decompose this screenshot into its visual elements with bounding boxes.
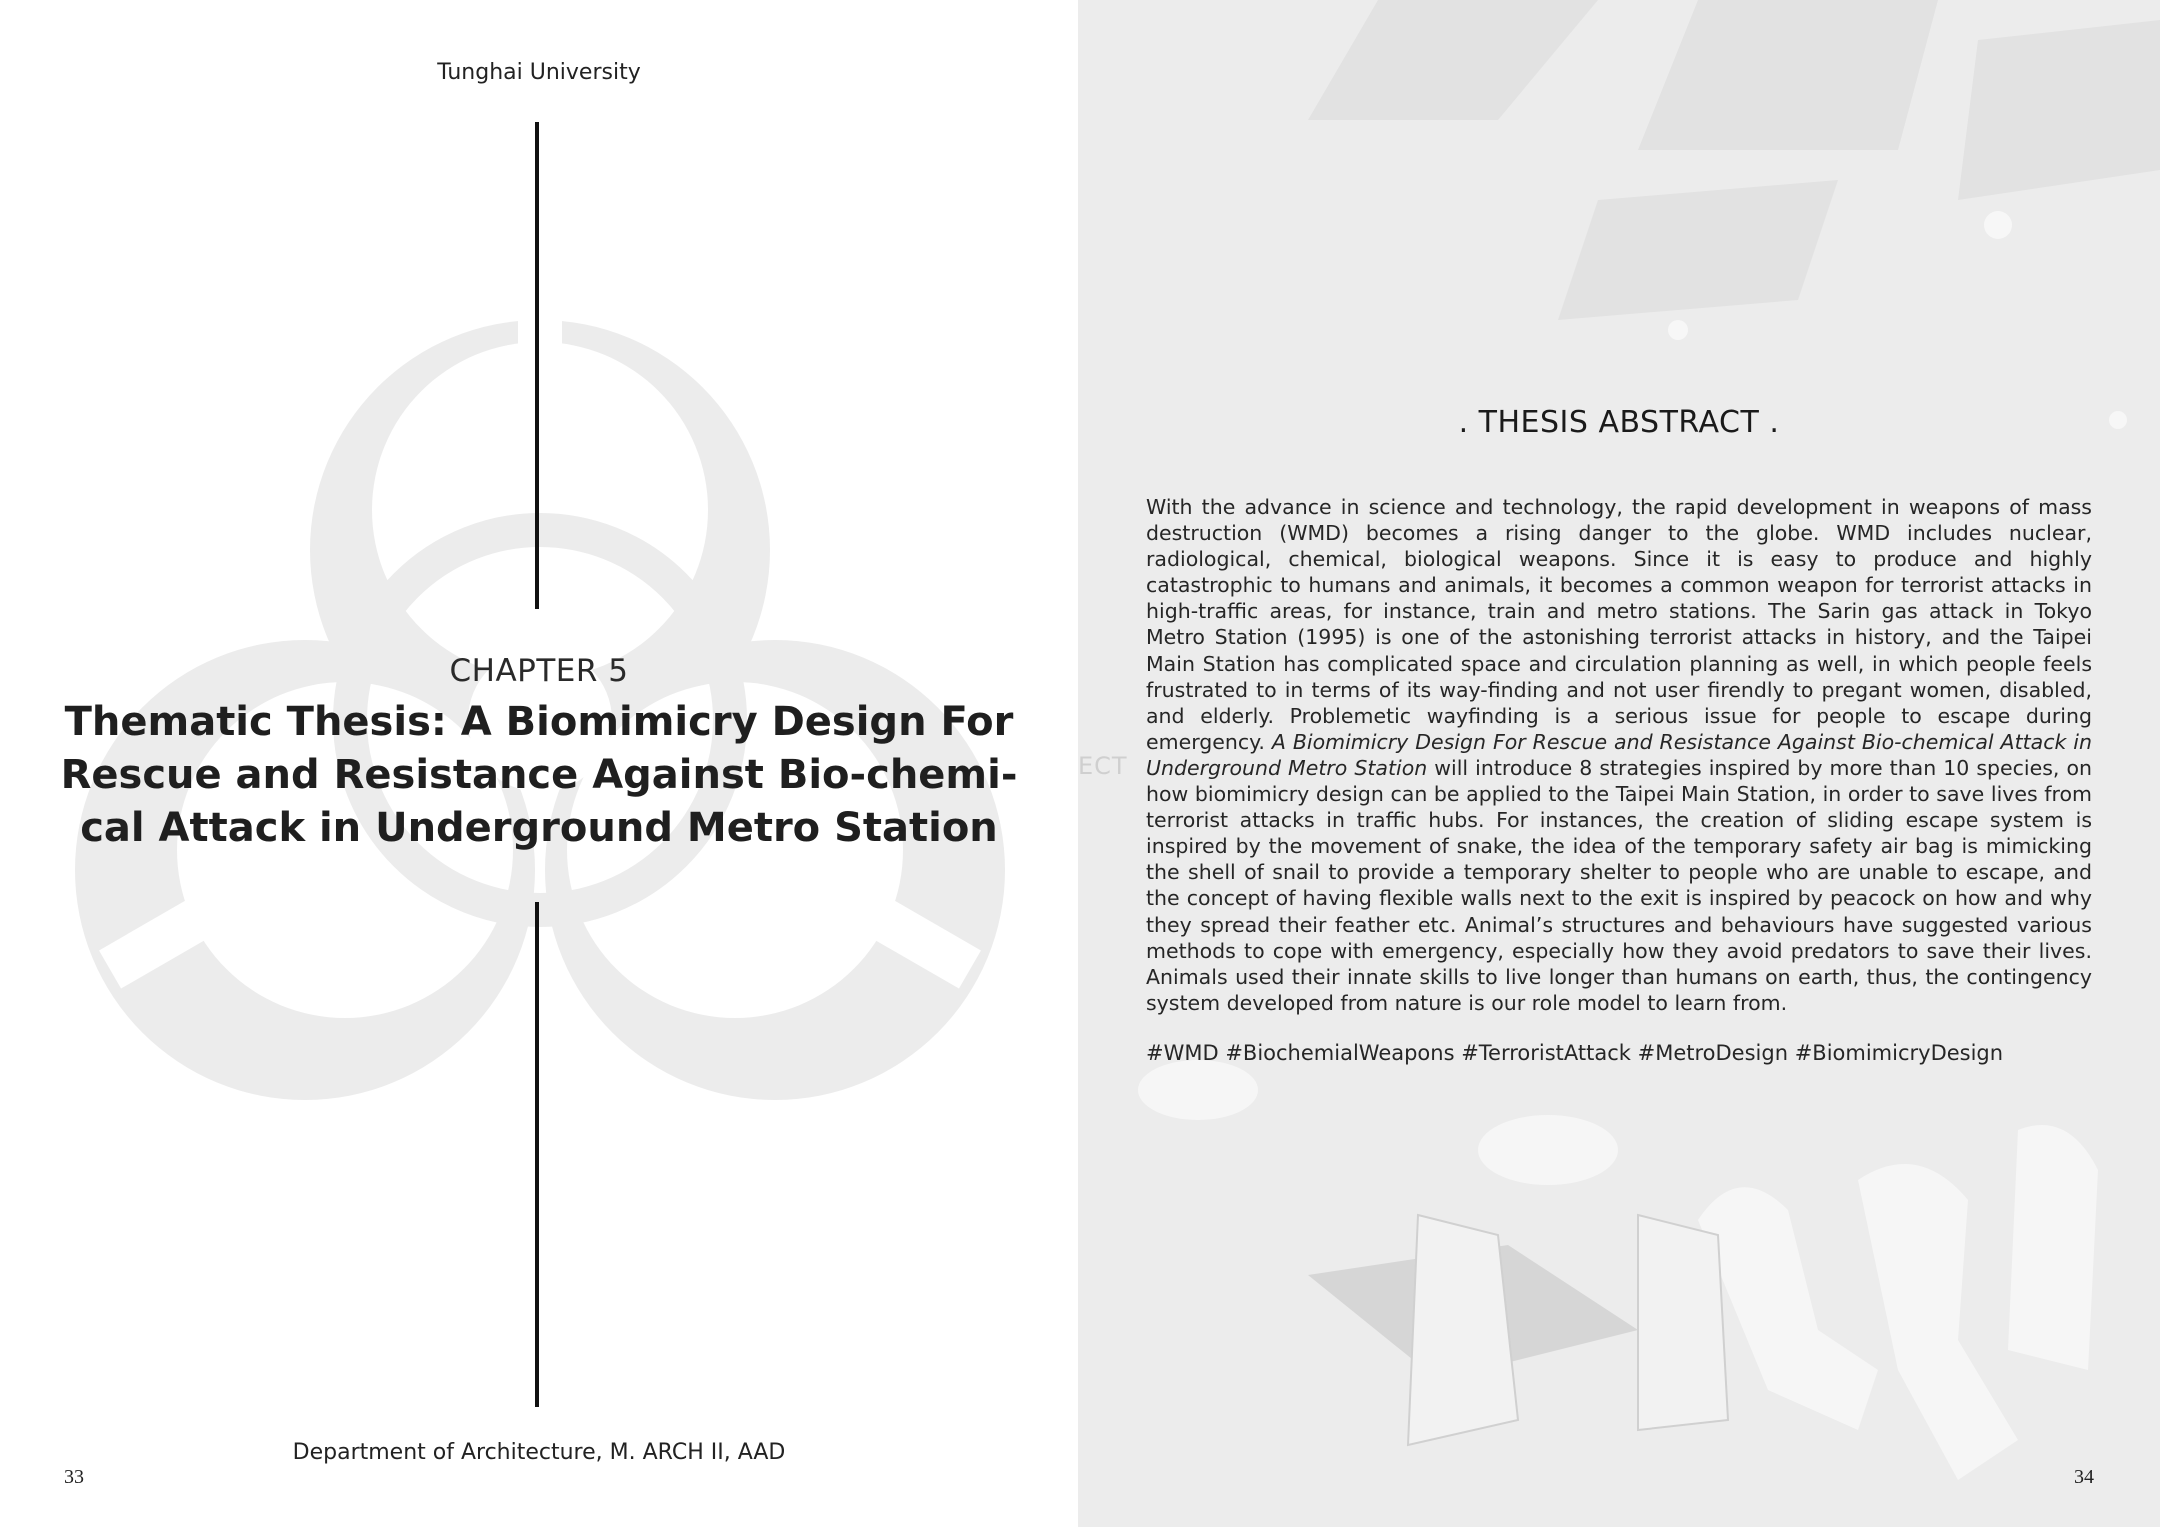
abstract-body [1146, 494, 2092, 1016]
hashtags: #WMD #BiochemialWeapons #TerroristAttack #MetroDesign #BiomimicryDesign [1146, 1041, 2004, 1065]
abstract-italic-title: A Biomimicry Design For Rescue and Resistance Against Bio-chemical Attack in Underground Metro Station [1146, 729, 2092, 780]
abstract-part-1: With the advance in science and technology, the rapid development in weapons of mass destruction (WMD) becomes a rising danger to the globe. WMD includes nuclear, radiological, chemical, biological weapons. Since it is easy to produce and highly catastrophic to humans and animals, it becomes a common weapon for terrorist attacks in high-traffic areas, for instance, train and metro stations. The Sarin gas attack in Tokyo Metro Station (1995) is one of the astonishing terrorist attacks in history, and the Taipei Main Station has complicated space and circulation planning as well, in which people feels frustrated to in terms of its way-finding and not user firendly to pregant women, disabled, and elderly. Problemetic wayfinding is a serious issue for people to escape during emergency. [1146, 495, 2092, 754]
page-number-left: 33 [64, 1466, 84, 1488]
department-footer: Department of Architecture, M. ARCH II, AAD [292, 1440, 786, 1465]
right-page [1078, 0, 2160, 1527]
abstract-heading: . THESIS ABSTRACT . [1458, 405, 1780, 440]
chapter-label: CHAPTER 5 [449, 653, 629, 689]
divider-line-top [535, 122, 539, 609]
chapter-title: Thematic Thesis: A Biomimicry Design For Rescue and Resistance Against Bio-chemi- cal Attack in Underground Metro Station [60, 699, 1018, 851]
divider-line-bottom [535, 902, 539, 1407]
left-page [0, 0, 1078, 1527]
abstract-part-2: will introduce 8 strategies inspired by more than 10 species, on how biomimicry design can be applied to the Taipei Main Station, in order to save lives from terrorist attacks in traffic hubs. For instances, the creation of sliding escape system is inspired by the movement of snake, the idea of the temporary safety air bag is mimicking the shell of snail to provide a temporary shelter to people who are unable to escape, and the concept of having flexible walls next to the exit is inspired by peacock on how and why they spread their feather etc. Animal’s structures and behaviours have suggested various methods to cope with emergency, especially how they avoid predators to save their lives. Animals used their innate skills to live longer than humans on earth, thus, the contingency system developed from nature is our role model to learn from. [1146, 755, 2092, 1015]
faded-background-text: ECT [1078, 752, 1128, 780]
university-name: Tunghai University [437, 60, 641, 85]
page-number-right: 34 [2074, 1466, 2094, 1488]
